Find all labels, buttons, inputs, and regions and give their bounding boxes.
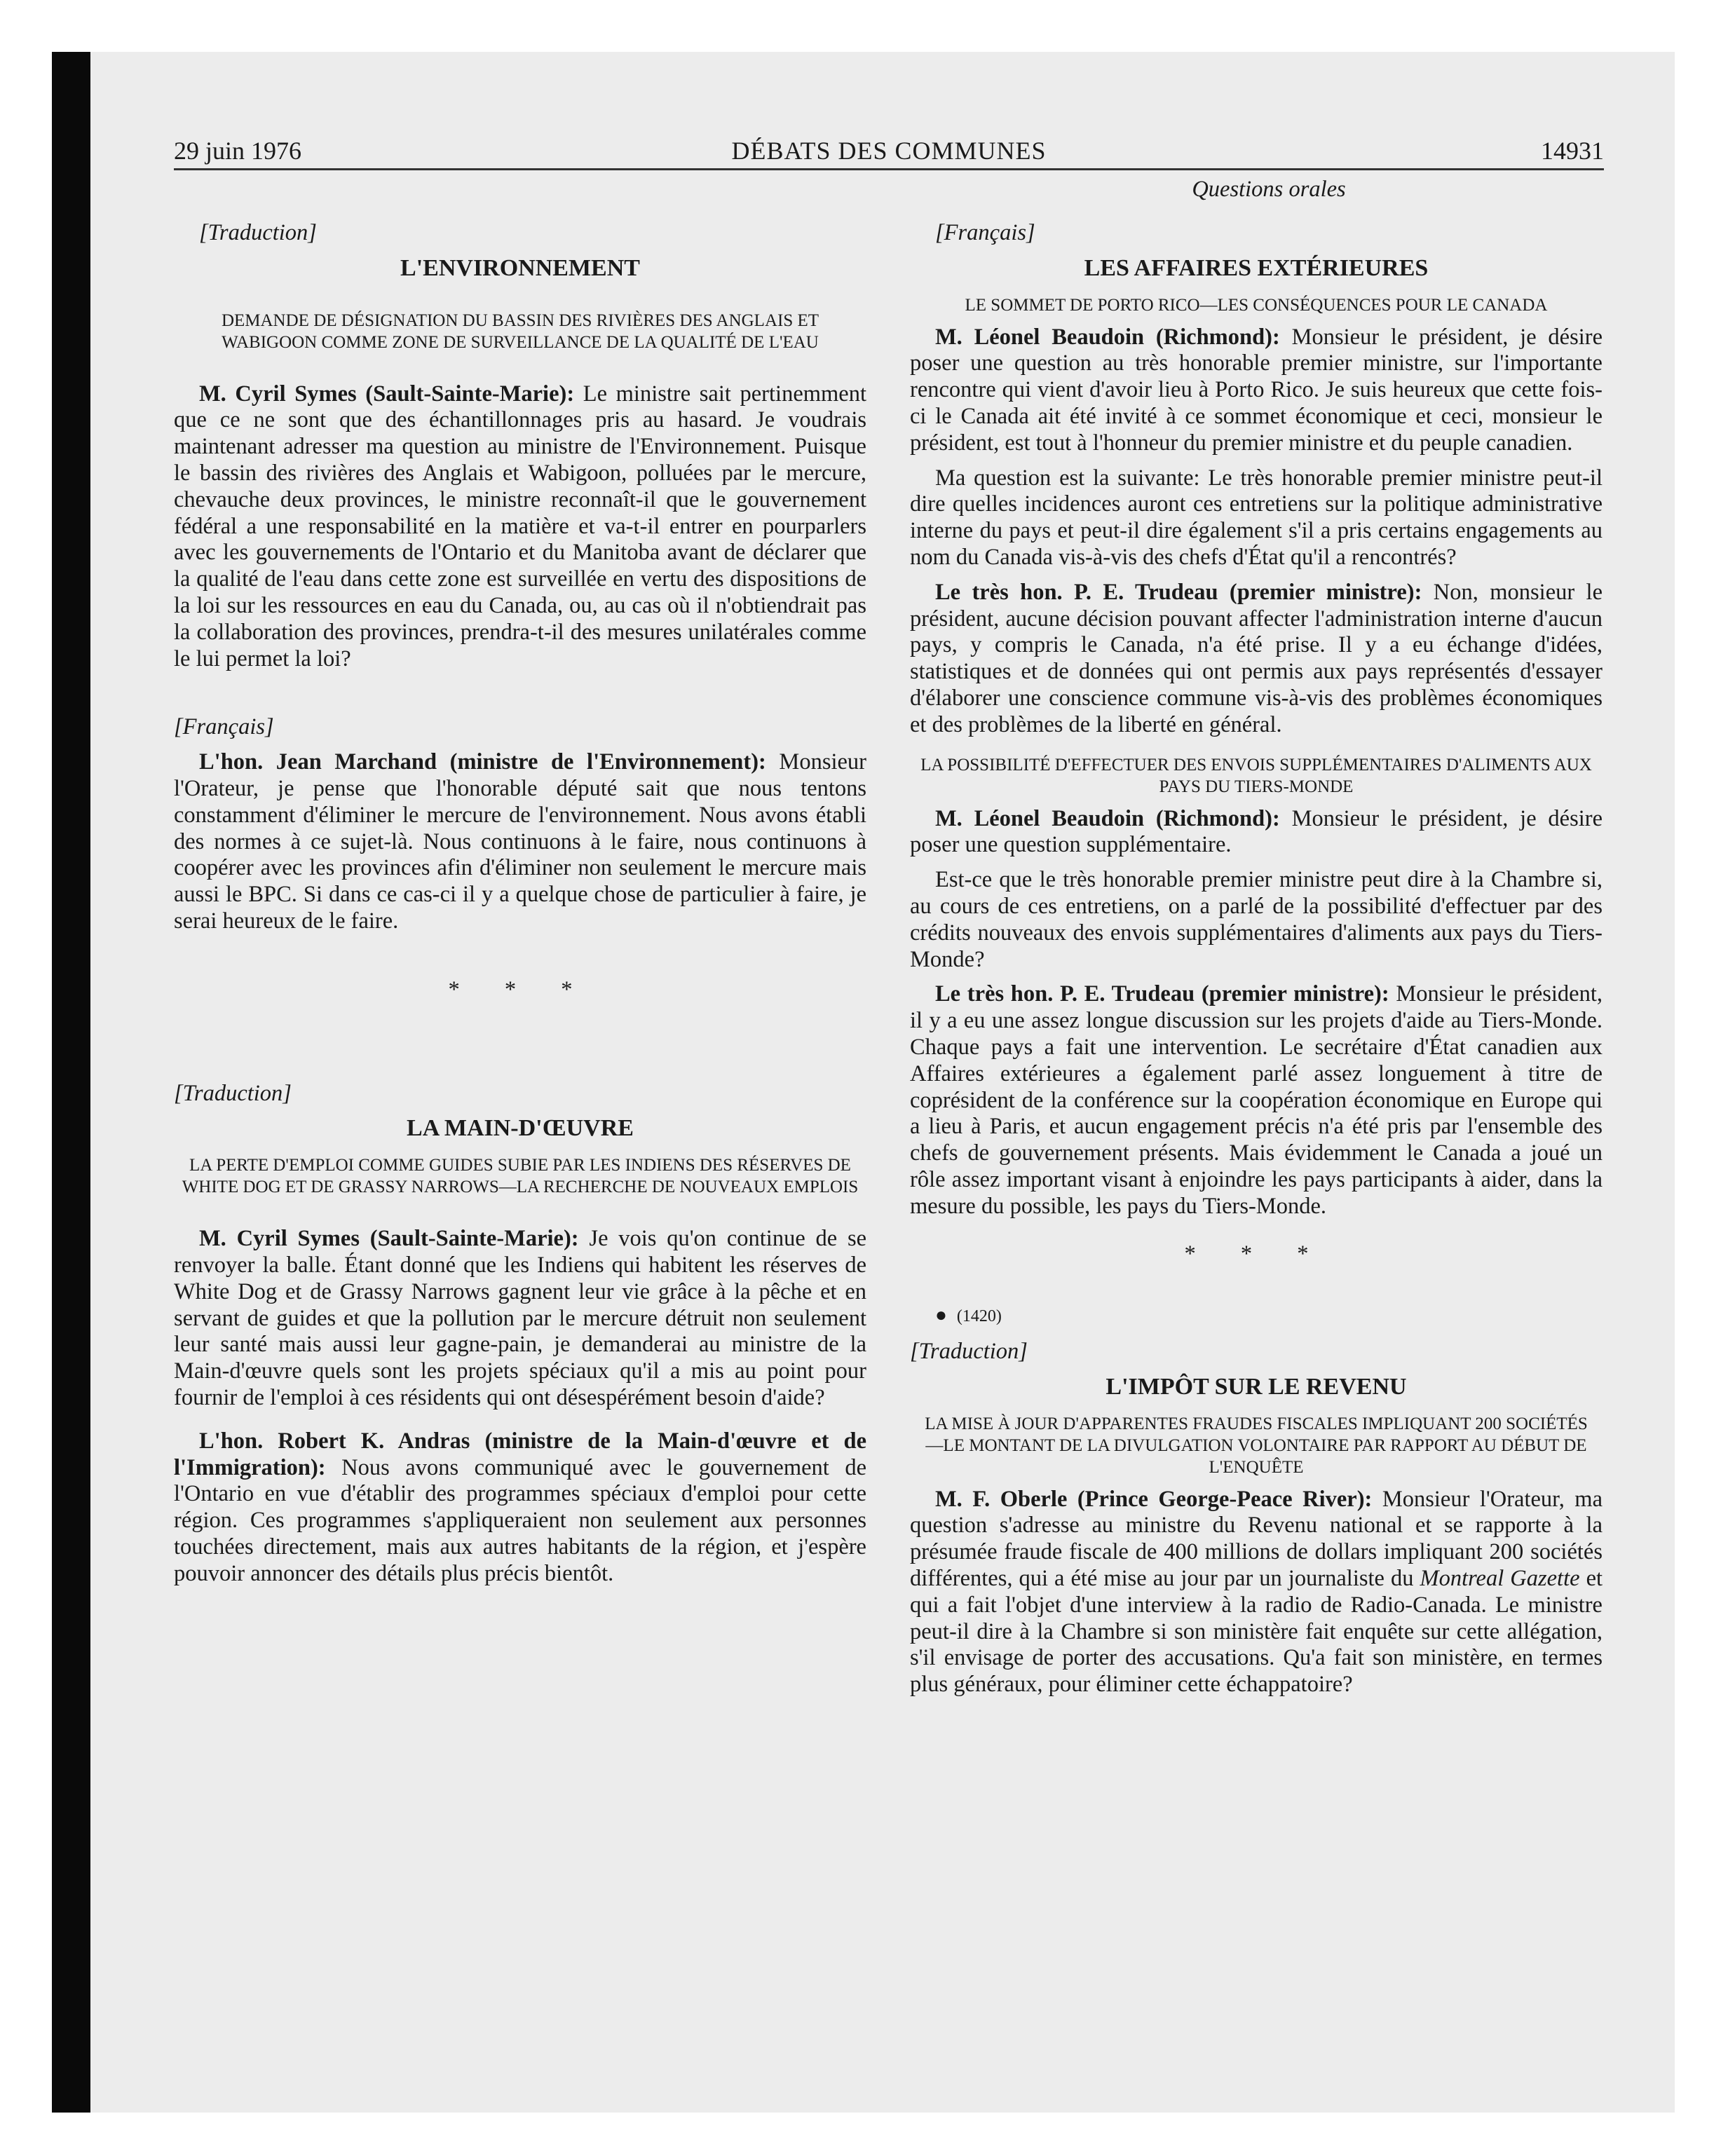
- speech-paragraph: [174, 381, 866, 673]
- speech-text: Monsieur l'Orateur, je pense que l'honorable député sait que nous tentons constamment d'éliminer le mercure de l'environnement. Nous avons établi des normes à ce sujet-là. Nous continuons à le faire, nous continuons à coopérer avec les provinces afin d'éliminer non seulement le mercure mais aussi le BPC. Si dans ce cas-ci il y a quelque chose de particulier à faire, je serai heureux de le faire.: [174, 749, 866, 934]
- speech-paragraph: Est-ce que le très honorable premier ministre peut dire à la Chambre si, au cours de ces entretiens, on a parlé de la possibilité d'effectuer par des crédits nouveaux des envois supplémentaires d'aliments aux pays du Tiers-Monde?: [910, 867, 1603, 972]
- speaker-name: M. Cyril Symes (Sault-Sainte-Marie):: [199, 1226, 579, 1252]
- subheading-porto-rico: LE SOMMET DE PORTO RICO—LES CONSÉQUENCES POUR LE CANADA: [965, 295, 1548, 315]
- speech-text: Monsieur le président, il y a eu une assez longue discussion sur les projets d'aide au Tiers-Monde. Chaque pays a fait une intervention. Le secrétaire d'État canadien aux Affaires extérieures a également parlé assez longuement à titre de coprésident de la conférence sur la coopération économique en Europe qui a lieu à Paris, et aucun engagement précis n'a été pris par l'ensemble des chefs de gouvernement présents. Mais évidemment le Canada a joué un rôle assez important visant à enjoindre les pays participants à aider, dans la mesure du possible, les pays du Tiers-Monde.: [910, 981, 1603, 1219]
- header-page-number: 14931: [1541, 137, 1604, 165]
- left-column: [174, 184, 866, 1595]
- language-tag: [Traduction]: [174, 1080, 292, 1106]
- speech-text: Monsieur le président, je désire poser une question au très honorable premier ministre, sur l'importante rencontre qui vient d'avoir lieu à Porto Rico. Je suis heureux que cette fois-ci le Canada ait été invité à ce sommet économique et ceci, monsieur le président, est tout à l'honneur du premier ministre et du peuple canadien.: [910, 324, 1603, 456]
- time-marker-text: (1420): [956, 1307, 1002, 1326]
- section-separator: * * *: [1184, 1241, 1328, 1267]
- speech-text: Non, monsieur le président, aucune décision pouvant affecter l'administration interne d'aucun pays, y compris le Canada, n'a été prise. Il y a eu échange d'idées, statistiques et de données qui ont permis aux pays représentés d'essayer d'élaborer une conscience commune vis-à-vis des problèmes économiques et des problèmes de la liberté en général.: [910, 579, 1603, 737]
- speech-paragraph: [174, 1428, 866, 1588]
- section-title-environment: L'ENVIRONNEMENT: [400, 254, 640, 281]
- section-title-external-affairs: LES AFFAIRES EXTÉRIEURES: [1084, 254, 1429, 281]
- speech-text: Le ministre sait pertinemment que ce ne sont que des échantillonnages pris au hasard. Je voudrais maintenant adresser ma question au ministre de l'Environnement. Puisque le bassin des rivières des Anglais et Wabigoon, polluées par le mercure, chevauche deux provinces, le ministre reconnaît-il que le gouvernement fédéral a une responsabilité en la matière et va-t-il entrer en pourparlers avec les gouvernements de l'Ontario et du Manitoba avant de déclarer que la qualité de l'eau dans cette zone est surveillée en vertu des dispositions de la loi sur les ressources en eau du Canada, ou, au cas où il n'obtiendrait pas la collaboration des provinces, prendra-t-il des mesures unilatérales comme le lui permet la loi?: [174, 381, 867, 671]
- language-tag: [Français]: [174, 714, 274, 740]
- speaker-name: M. Léonel Beaudoin (Richmond):: [935, 324, 1280, 350]
- section-title-labour: LA MAIN-D'ŒUVRE: [407, 1115, 634, 1142]
- speech-paragraph: [910, 981, 1603, 1220]
- speech-paragraph: [910, 580, 1603, 739]
- speaker-name: Le très hon. P. E. Trudeau (premier ministre):: [935, 981, 1389, 1007]
- right-column: [910, 177, 1603, 1707]
- speaker-name: M. Léonel Beaudoin (Richmond):: [935, 805, 1280, 831]
- subheading-tax-fraud: LA MISE À JOUR D'APPARENTES FRAUDES FISCALES IMPLIQUANT 200 SOCIÉTÉS—LE MONTANT DE LA DIVULGATION VOLONTAIRE PAR RAPPORT AU DÉBUT DE L'ENQUÊTE: [925, 1414, 1588, 1477]
- speech-paragraph: Ma question est la suivante: Le très honorable premier ministre peut-il dire quelles incidences auront ces entretiens sur la politique administrative interne du pays et peut-il dire également s'il a pris certains engagements au nom du Canada vis-à-vis des chefs d'État qu'il a rencontrés?: [910, 465, 1603, 570]
- speech-paragraph: [910, 1487, 1603, 1698]
- speech-text: et qui a fait l'objet d'une interview à la radio de Radio-Canada. Le ministre peut-il dire à la Chambre si son ministère fait enquête sur cette allégation, s'il envisage de porter des accusations. Qu'a fait son ministère, en termes plus généraux, pour éliminer cette échappatoire?: [910, 1566, 1603, 1698]
- subheading-food-shipments: LA POSSIBILITÉ D'EFFECTUER DES ENVOIS SUPPLÉMENTAIRES D'ALIMENTS AUX PAYS DU TIERS-MONDE: [920, 755, 1592, 796]
- speaker-name: L'hon. Jean Marchand (ministre de l'Environnement):: [199, 749, 766, 775]
- scan-edge-bar: [52, 52, 90, 2113]
- speech-paragraph: [174, 1226, 866, 1412]
- speech-paragraph: [910, 806, 1603, 859]
- speaker-name: Le très hon. P. E. Trudeau (premier ministre):: [935, 579, 1422, 605]
- speech-text: Nous avons communiqué avec le gouvernement de l'Ontario en vue d'établir des programmes spéciaux d'emploi pour cette région. Ces programmes s'appliqueraient non seulement aux personnes touchées directement, mais aux autres habitants de la région, et j'espère pouvoir annoncer des détails plus précis bientôt.: [174, 1454, 866, 1586]
- language-tag: [Français]: [935, 220, 1035, 245]
- language-tag: [Traduction]: [199, 220, 317, 245]
- language-tag: [Traduction]: [910, 1339, 1028, 1365]
- speech-text: Monsieur le président, je désire poser une question supplémentaire.: [910, 805, 1603, 858]
- speech-text: Monsieur l'Orateur, ma question s'adresse au ministre du Revenu national et se rapporte à la présumée fraude fiscale de 400 millions de dollars impliquant 200 sociétés différentes, qui a été mise au jour par un journaliste du: [910, 1486, 1603, 1592]
- time-marker: [910, 1302, 1603, 1330]
- section-rubric: Questions orales: [1192, 177, 1346, 202]
- bullet-icon: ●: [935, 1304, 947, 1327]
- speech-paragraph: [910, 325, 1603, 457]
- section-separator: * * *: [448, 976, 592, 1002]
- speech-paragraph: [174, 749, 866, 935]
- page-header: [174, 129, 1604, 170]
- subheading-labour: LA PERTE D'EMPLOI COMME GUIDES SUBIE PAR LES INDIENS DES RÉSERVES DE WHITE DOG ET DE GRASSY NARROWS—LA RECHERCHE DE NOUVEAUX EMPLOIS: [182, 1156, 859, 1197]
- speaker-name: L'hon. Robert K. Andras (ministre de la Main-d'œuvre et de l'Immigration):: [174, 1428, 866, 1480]
- subheading-environment: DEMANDE DE DÉSIGNATION DU BASSIN DES RIVIÈRES DES ANGLAIS ET WABIGOON COMME ZONE DE SURVEILLANCE DE LA QUALITÉ DE L'EAU: [221, 311, 819, 352]
- header-title: DÉBATS DES COMMUNES: [731, 137, 1047, 165]
- speech-text: Je vois qu'on continue de se renvoyer la balle. Étant donné que les Indiens qui habitent les réserves de White Dog et de Grassy Narrows gagnent leur vie grâce à la pêche et en servant de guides et que la pollution par le mercure détruit non seulement leur santé mais aussi leur gagne-pain, je demanderai au ministre de la Main-d'œuvre quels sont les projets spéciaux qu'il a mis au point pour fournir de l'emploi à ces résidents qui ont désespérément besoin d'aide?: [174, 1226, 867, 1410]
- newspaper-name: Montreal Gazette: [1420, 1566, 1580, 1592]
- section-title-income-tax: L'IMPÔT SUR LE REVENU: [1105, 1373, 1407, 1400]
- speaker-name: M. F. Oberle (Prince George-Peace River):: [935, 1486, 1373, 1512]
- speaker-name: M. Cyril Symes (Sault-Sainte-Marie):: [199, 381, 575, 407]
- header-date: 29 juin 1976: [174, 137, 302, 165]
